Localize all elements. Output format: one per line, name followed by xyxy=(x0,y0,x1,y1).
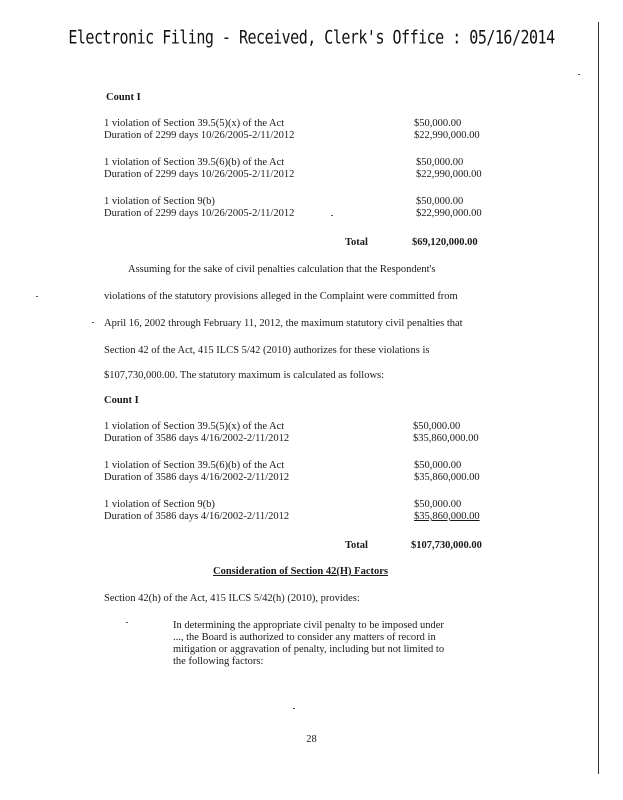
quote-line: mitigation or aggravation of penalty, including but not limited to xyxy=(173,644,445,655)
calc2-row-desc: 1 violation of Section 39.5(6)(b) of the Act xyxy=(104,460,285,471)
calc2-row-desc: Duration of 3586 days 4/16/2002-2/11/2012 xyxy=(104,472,290,483)
calc2-row-desc: 1 violation of Section 39.5(5)(x) of the Act xyxy=(104,421,285,432)
calc2-row-desc: 1 violation of Section 9(b) xyxy=(104,499,215,510)
section-heading: Consideration of Section 42(H) Factors xyxy=(213,566,388,577)
filing-stamp: Electronic Filing - Received, Clerk's Office : 05/16/2014 xyxy=(68,26,555,49)
calc1-row-amount: $22,990,000.00 xyxy=(416,208,482,219)
scan-speck xyxy=(36,296,38,297)
calc2-row-amount: $50,000.00 xyxy=(413,421,461,432)
calc2-row-amount: $35,860,000.00 xyxy=(413,433,479,444)
calc1-row-desc: Duration of 2299 days 10/26/2005-2/11/2012 xyxy=(104,169,295,180)
calc2-total-amount: $107,730,000.00 xyxy=(411,540,482,551)
calc1-total-label: Total xyxy=(345,237,368,248)
scan-speck xyxy=(578,74,580,75)
calc1-row-amount: $50,000.00 xyxy=(416,157,464,168)
calc1-row-amount: $50,000.00 xyxy=(414,118,462,129)
scan-speck xyxy=(92,322,94,323)
calc1-row-desc: 1 violation of Section 39.5(6)(b) of the Act xyxy=(104,157,285,168)
calc1-row-amount: $50,000.00 xyxy=(416,196,464,207)
paragraph-line: violations of the statutory provisions alleged in the Complaint were committed from xyxy=(104,291,458,302)
calc2-row-desc: Duration of 3586 days 4/16/2002-2/11/2012 xyxy=(104,433,290,444)
calc2-row-amount: $50,000.00 xyxy=(414,460,462,471)
calc2-row-amount: $35,860,000.00 xyxy=(414,472,480,483)
calc1-row-desc: Duration of 2299 days 10/26/2005-2/11/2012 xyxy=(104,130,295,141)
scan-speck xyxy=(293,708,295,709)
quote-line: the following factors: xyxy=(173,656,264,667)
calc1-total-amount: $69,120,000.00 xyxy=(412,237,478,248)
calc1-row-amount: $22,990,000.00 xyxy=(414,130,480,141)
scan-speck xyxy=(331,215,333,216)
calc1-heading: Count I xyxy=(106,92,141,103)
paragraph-line: Assuming for the sake of civil penalties calculation that the Respondent's xyxy=(128,264,436,275)
calc1-row-desc: 1 violation of Section 9(b) xyxy=(104,196,215,207)
calc2-heading: Count I xyxy=(104,395,139,406)
calc2-total-label: Total xyxy=(345,540,368,551)
statute-quote xyxy=(173,620,485,668)
scan-margin-line xyxy=(598,22,599,774)
quote-line: ..., the Board is authorized to consider any matters of record in xyxy=(173,632,436,643)
calc2-row-desc: Duration of 3586 days 4/16/2002-2/11/2012 xyxy=(104,511,290,522)
calc2-row-amount: $50,000.00 xyxy=(414,499,462,510)
quote-line: In determining the appropriate civil penalty to be imposed under xyxy=(173,620,444,631)
calc1-row-amount: $22,990,000.00 xyxy=(416,169,482,180)
calc1-row-desc: Duration of 2299 days 10/26/2005-2/11/2012 xyxy=(104,208,295,219)
paragraph-line: April 16, 2002 through February 11, 2012, the maximum statutory civil penalties that xyxy=(104,318,463,329)
paragraph-line: Section 42 of the Act, 415 ILCS 5/42 (2010) authorizes for these violations is xyxy=(104,345,430,356)
section-intro: Section 42(h) of the Act, 415 ILCS 5/42(h) (2010), provides: xyxy=(104,593,360,604)
scan-speck xyxy=(126,622,128,623)
paragraph-line: $107,730,000.00. The statutory maximum is calculated as follows: xyxy=(104,370,385,381)
page-number: 28 xyxy=(306,734,317,745)
calc2-row-amount: $35,860,000.00 xyxy=(414,511,480,522)
calc1-row-desc: 1 violation of Section 39.5(5)(x) of the Act xyxy=(104,118,285,129)
